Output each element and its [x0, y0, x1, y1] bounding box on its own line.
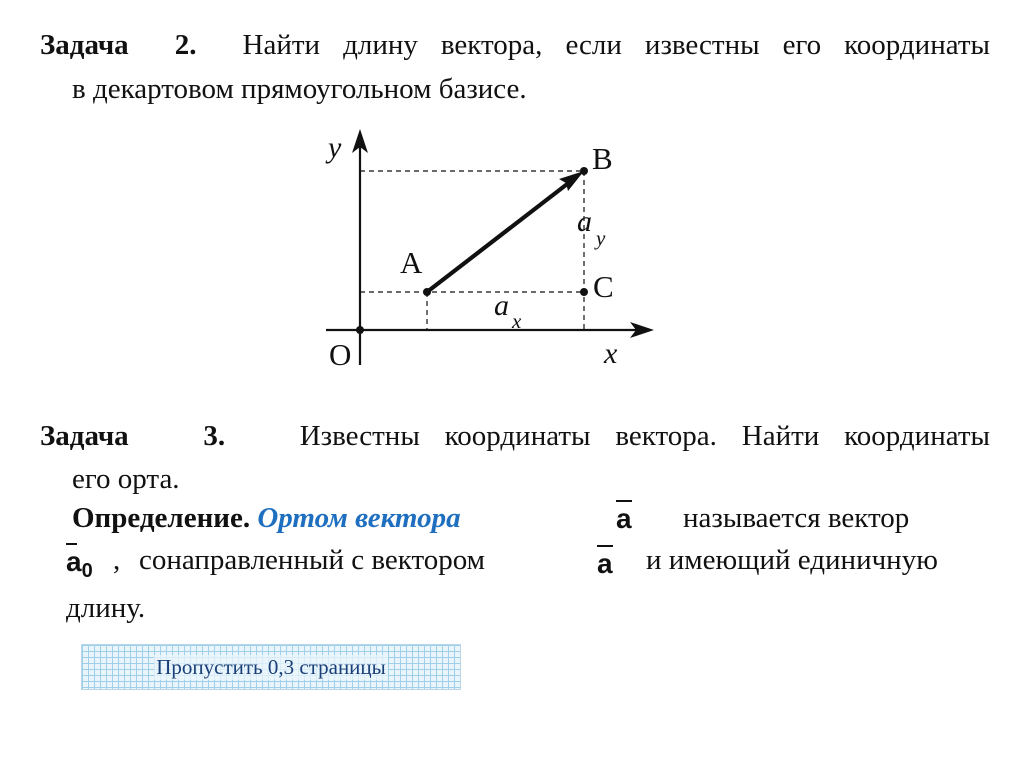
- vector-bar: [66, 543, 77, 545]
- vector-ab-line: [427, 178, 575, 292]
- task3-text-line2: его орта.: [72, 463, 180, 495]
- vector-a0-symbol: $a_0$: [66, 547, 93, 586]
- component-ax-letter: a: [494, 289, 509, 322]
- vector-a-symbol-2: a: [597, 549, 613, 579]
- task3-heading: [40, 415, 990, 457]
- task3-label: Задача: [40, 420, 129, 452]
- skip-pages-label: Пропустить 0,3 страницы: [156, 654, 386, 679]
- definition-text1: называется вектор: [683, 502, 910, 534]
- component-ay-sub: y: [596, 226, 606, 250]
- point-origin: [356, 326, 364, 334]
- point-b: [580, 167, 588, 175]
- task2-text-line2: в декартовом прямоугольном базисе.: [72, 73, 527, 105]
- component-ay-letter: a: [577, 205, 592, 238]
- vector-bar: [597, 545, 613, 547]
- component-ax-sub: x: [512, 309, 522, 333]
- point-c-label: C: [593, 269, 614, 304]
- task2-heading: [40, 24, 990, 66]
- vector-diagram: [300, 125, 680, 385]
- task2-label: Задача: [40, 29, 129, 61]
- task3-number: 3.: [203, 420, 226, 452]
- definition-comma: ,: [113, 544, 121, 576]
- point-c: [580, 288, 588, 296]
- skip-pages-button[interactable]: [81, 644, 461, 690]
- task2-number: 2.: [174, 29, 197, 61]
- origin-label: O: [329, 337, 352, 372]
- point-a: [423, 288, 431, 296]
- vector-bar: [616, 500, 632, 502]
- definition-text2: сонаправленный с вектором: [139, 544, 486, 576]
- y-axis-label: y: [328, 131, 342, 164]
- task2-text-line1: Найти длину вектора, если известны его координаты: [242, 29, 990, 61]
- task3-text-line1: Известны координаты вектора. Найти координаты: [299, 420, 990, 452]
- definition-text3: и имеющий единичную: [646, 544, 938, 576]
- point-b-label: B: [592, 141, 613, 176]
- definition-label: Определение.: [72, 502, 251, 534]
- point-a-label: A: [400, 245, 423, 280]
- x-axis-label: x: [604, 337, 618, 370]
- vector-a-symbol: a: [616, 504, 632, 534]
- definition-term: Ортом вектора: [257, 502, 461, 534]
- definition-text4: длину.: [66, 592, 146, 624]
- definition-label-line: [72, 498, 461, 538]
